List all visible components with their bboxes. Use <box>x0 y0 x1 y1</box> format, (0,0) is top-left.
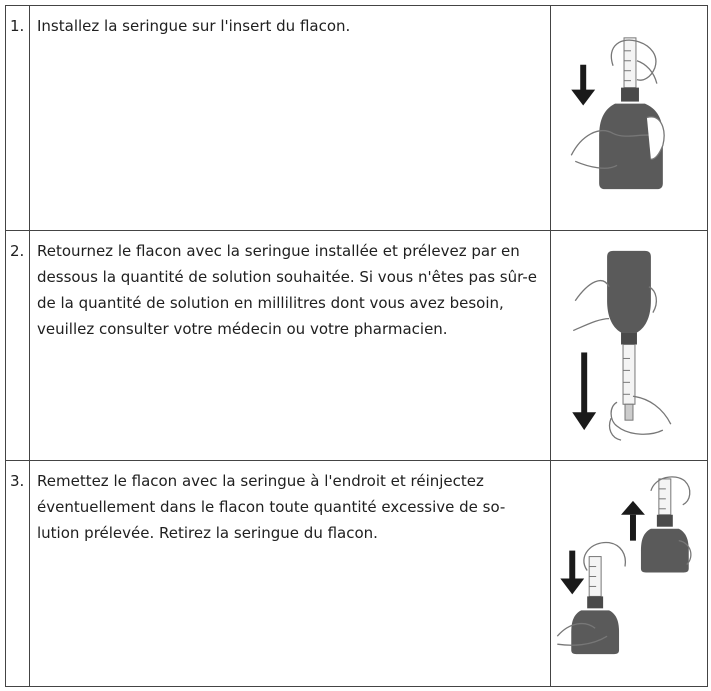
step-row-2 <box>6 231 708 461</box>
step-number: 2. <box>6 231 30 461</box>
inverted-bottle-draw-solution-icon <box>551 231 706 460</box>
syringe-insert-into-bottle-icon <box>551 6 706 230</box>
step-row-3 <box>6 461 708 687</box>
step-row-1 <box>6 6 708 231</box>
step-text: Installez la seringue sur l'insert du flacon. <box>30 6 551 231</box>
step-number: 1. <box>6 6 30 231</box>
step-illustration <box>551 6 708 231</box>
instruction-table <box>5 5 708 687</box>
step-number: 3. <box>6 461 30 687</box>
step-text: Remettez le flacon avec la seringue à l'endroit et réinjectez éventuellement dans le flacon toute quantité excessive de so-lution prélevée. Retirez la seringue du flacon. <box>30 461 551 687</box>
step-text: Retournez le flacon avec la seringue installée et prélevez par en dessous la quantité de solution souhaitée. Si vous n'êtes pas sûr-e de la quantité de solution en millilitres dont vous avez besoin, veuillez consulter votre médecin ou votre pharmacien. <box>30 231 551 461</box>
step-illustration <box>551 461 708 687</box>
step-illustration <box>551 231 708 461</box>
remove-syringe-from-bottle-icon <box>551 461 706 686</box>
